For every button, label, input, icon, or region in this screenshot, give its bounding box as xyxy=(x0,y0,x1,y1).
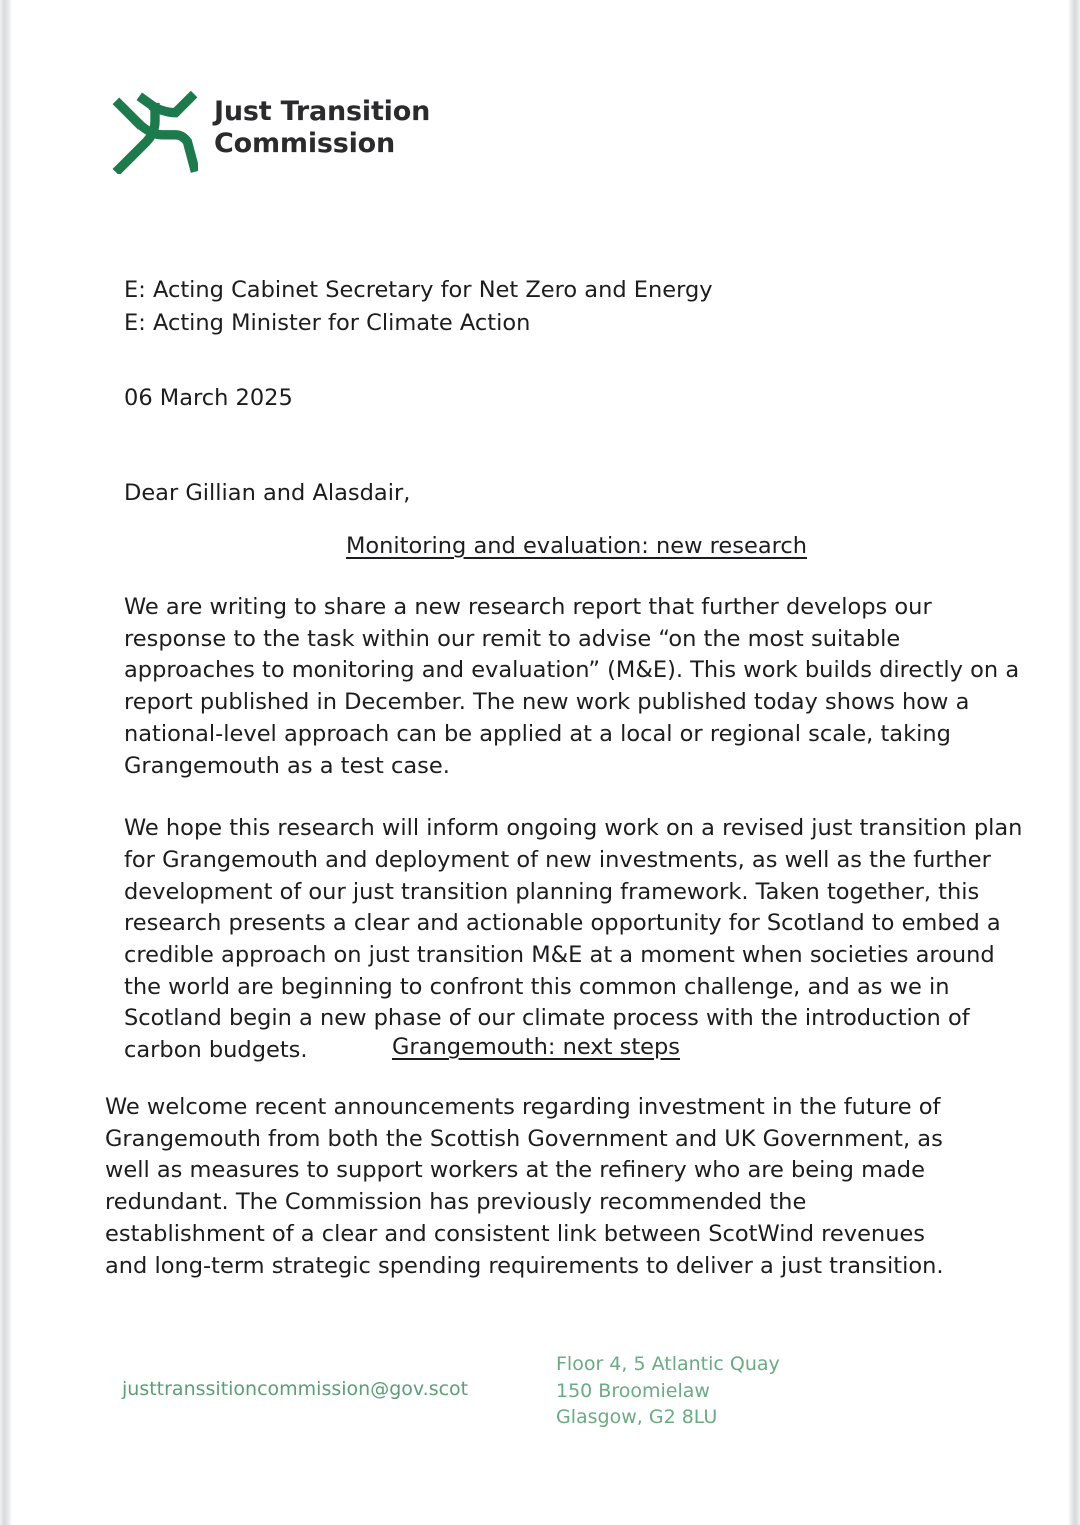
paragraph-three: We welcome recent announcements regarding investment in the future of Grangemouth from both the Scottish Government and UK Government, as well as measures to support workers at the refinery who are being made redundant. The Commission has previously recommended the establishment of a clear and consistent link between ScotWind revenues and long-term strategic spending requirements to deliver a just transition. xyxy=(105,1094,944,1279)
recipient-block xyxy=(124,274,713,340)
page-edge-left xyxy=(0,0,12,1525)
section-heading-grangemouth xyxy=(105,1031,967,1064)
section-heading-monitoring xyxy=(124,530,1029,563)
section-heading-monitoring-text: Monitoring and evaluation: new research xyxy=(345,533,808,559)
letterhead-name-line-1: Just Transition xyxy=(214,96,431,128)
letter-section-two xyxy=(105,1031,967,1282)
letterhead xyxy=(112,82,430,174)
recipient-line-2: E: Acting Minister for Climate Action xyxy=(124,310,531,336)
footer-address-line-2: 150 Broomielaw xyxy=(556,1379,710,1402)
letterhead-name-line-2: Commission xyxy=(214,128,396,159)
recipient-line-1: E: Acting Cabinet Secretary for Net Zero and Energy xyxy=(124,277,713,303)
section-heading-grangemouth-text: Grangemouth: next steps xyxy=(391,1034,680,1060)
letter-section-one xyxy=(124,530,1029,1067)
footer-address-line-3: Glasgow, G2 8LU xyxy=(556,1406,718,1428)
footer-address xyxy=(556,1351,780,1431)
letterhead-wordmark xyxy=(214,96,430,160)
paragraph-two: We hope this research will inform ongoing work on a revised just transition plan for Grangemouth and deployment of new investments, as well as the further development of our just transition planning framework. Taken together, this research presents a clear and actionable opportunity for Scotland to embed a credible approach on just transition M&E at a moment when societies around the world are beginning to confront this common challenge, and as we in Scotland begin a new phase of our climate process with the introduction of carbon budgets. xyxy=(124,815,1023,1064)
paragraph-one: We are writing to share a new research report that further develops our response to the task within our remit to advise “on the most suitable approaches to monitoring and evaluation” (M&E). This work builds directly on a report published in December. The new work published today shows how a national-level approach can be applied at a local or regional scale, taking Grangemouth as a test case. xyxy=(124,594,1020,779)
footer-address-line-1: Floor 4, 5 Atlantic Quay xyxy=(556,1353,780,1375)
letter-date: 06 March 2025 xyxy=(124,385,293,411)
letter-page xyxy=(12,0,1068,1525)
just-transition-commission-logo-icon xyxy=(112,82,198,174)
salutation: Dear Gillian and Alasdair, xyxy=(124,480,411,506)
footer-email[interactable]: justtranssitioncommission@gov.scot xyxy=(122,1378,469,1400)
page-edge-right xyxy=(1068,0,1080,1525)
